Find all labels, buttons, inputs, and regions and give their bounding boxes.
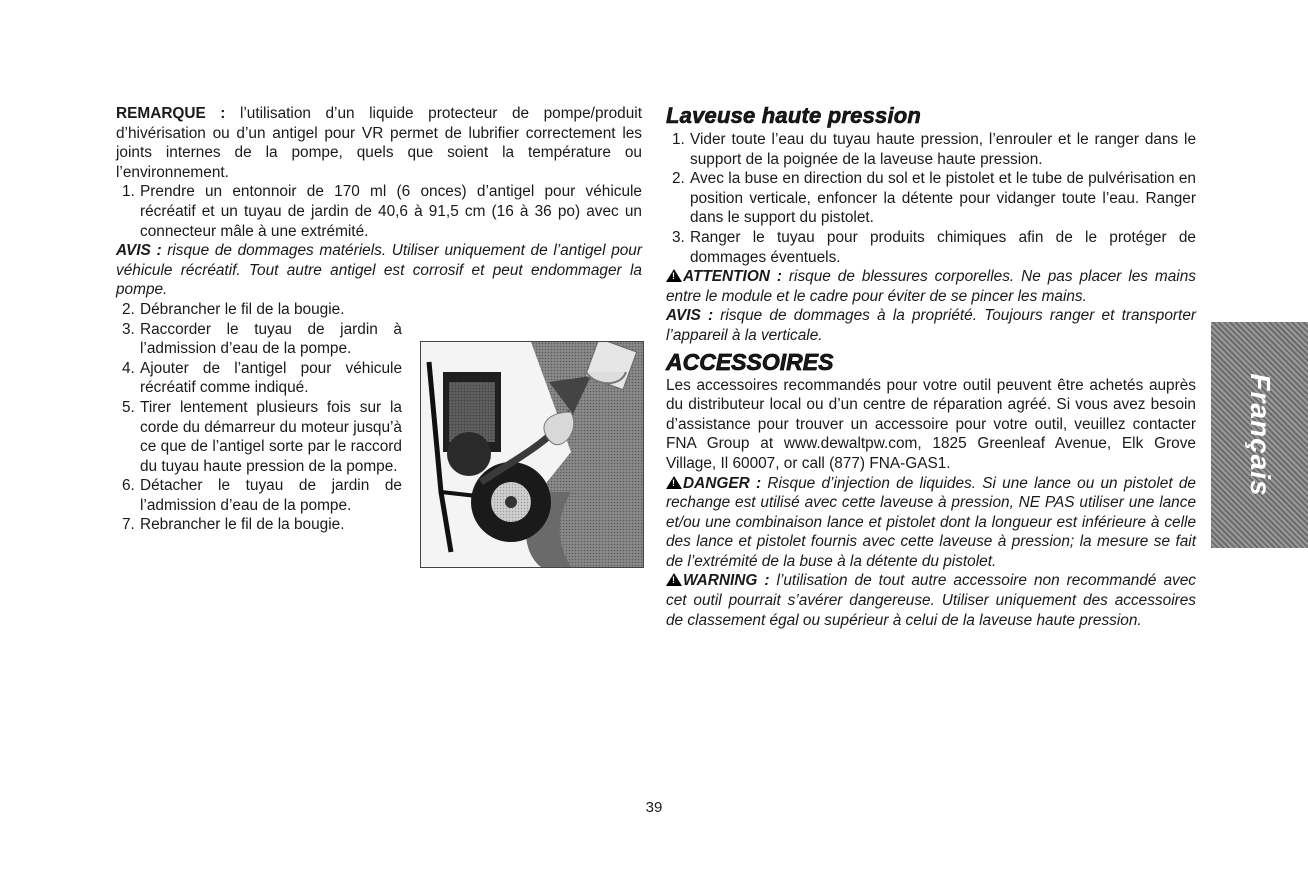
step-number: 2. [672, 170, 685, 188]
step-text: Rebrancher le fil de la bougie. [140, 516, 345, 534]
step-text: Ranger le tuyau pour produits chimiques afin de le protéger de dommages éventuels. [690, 228, 1196, 266]
step-number: 6. [122, 477, 135, 495]
avis-notice-right [666, 306, 1196, 345]
washer-step-list [666, 130, 1196, 267]
danger-label: DANGER : [683, 474, 762, 492]
warning-notice [666, 571, 1196, 630]
avis-notice [116, 241, 642, 300]
step-text: Tirer lentement plusieurs fois sur la corde du démarreur du moteur jusqu’à ce que de l’antigel sorte par le raccord du tuyau haute pression de la pompe. [140, 398, 402, 475]
step-number: 1. [672, 131, 685, 148]
step-number: 3. [672, 228, 685, 246]
language-tab-label: Français [1245, 373, 1276, 497]
list-item [116, 300, 402, 320]
remarque-text: l’utilisation d’un liquide protecteur de pompe/produit d’hivérisation ou d’un antigel pour VR permet de lubrifier correctement les joints internes de la pompe, quels que soient la température ou l’environnement. [116, 105, 642, 181]
step-text: Débrancher le fil de la bougie. [140, 300, 345, 318]
danger-notice [666, 474, 1196, 572]
avis-label: AVIS : [116, 242, 162, 260]
step-text: Vider toute l’eau du tuyau haute pression, l’enrouler et le ranger dans le support de la poignée de la laveuse haute pression. [690, 131, 1196, 168]
section-heading-accessories: ACCESSOIRES [666, 348, 834, 375]
step-list-first [116, 182, 642, 241]
step-number: 1. [122, 183, 135, 201]
step-number: 5. [122, 398, 135, 416]
section-heading-pressure-washer: Laveuse haute pression [666, 103, 922, 128]
list-item [666, 228, 1196, 267]
pump-illustration [421, 342, 643, 567]
step-text: Ajouter de l’antigel pour véhicule récréatif comme indiqué. [140, 359, 402, 397]
list-item [116, 359, 402, 398]
avis-text: risque de dommages matériels. Utiliser uniquement de l’antigel pour véhicule récréatif. Tout autre antigel est corrosif et peut endommager la pompe. [116, 242, 642, 299]
avis-text-right: risque de dommages à la propriété. Toujours ranger et transporter l’appareil à la verticale. [666, 307, 1196, 344]
list-item [116, 515, 402, 535]
remarque-paragraph [116, 104, 642, 182]
attention-label: ATTENTION : [683, 268, 782, 286]
list-item [116, 182, 642, 241]
step-number: 7. [122, 516, 135, 534]
step-text: Avec la buse en direction du sol et le pistolet et le tube de pulvérisation en position verticale, enfoncer la détente pour vidanger toute l’eau. Ranger dans le support du pistolet. [690, 170, 1196, 227]
list-item [116, 320, 402, 359]
step-number: 4. [122, 359, 135, 377]
step-number: 2. [122, 300, 135, 318]
warning-triangle-icon [666, 476, 682, 489]
warning-text: l’utilisation de tout autre accessoire non recommandé avec cet outil pourrait s’avérer dangereuse. Utiliser uniquement des accessoires de classement égal ou supérieur à celui de la laveuse haute pression. [666, 572, 1196, 629]
danger-text: Risque d’injection de liquides. Si une lance ou un pistolet de rechange est utilisé avec cette laveuse à pression, NE PAS utiliser une lance et/ou une combinaison lance et pistolet dont la longueur est inférieure à celle des lance et pistolet fournis avec cette laveuse à pression; la mesure se fait de l’extrémité de la buse à la détente du pistolet. [666, 474, 1196, 570]
accessories-paragraph: Les accessoires recommandés pour votre outil peuvent être achetés auprès du distributeur local ou d’un centre de réparation agréé. Si vous avez besoin d’assistance pour trouver un accessoire pour votre outil, veuillez contacter FNA Group at www.dewaltpw.com, 1825 Greenleaf Avenue, Elk Grove Village, Il 60007, or call (877) FNA-GAS1. [666, 376, 1196, 472]
step-text: Raccorder le tuyau de jardin à l’admission d’eau de la pompe. [140, 320, 402, 358]
warning-triangle-icon [666, 269, 682, 282]
pump-antifreeze-photo [420, 341, 644, 568]
step-number: 3. [122, 320, 135, 338]
warning-label: WARNING : [683, 572, 770, 590]
language-tab [1211, 322, 1308, 548]
warning-triangle-icon [666, 573, 682, 586]
attention-text: risque de blessures corporelles. Ne pas placer les mains entre le module et le cadre pour éviter de se pincer les mains. [666, 268, 1196, 305]
list-item [116, 398, 402, 476]
list-item [116, 476, 402, 515]
step-text: Détacher le tuyau de jardin de l’admission d’eau de la pompe. [140, 477, 402, 514]
attention-notice [666, 267, 1196, 306]
remarque-label: REMARQUE : [116, 105, 226, 122]
right-column [666, 104, 1196, 630]
avis-label-right: AVIS : [666, 307, 714, 325]
page-number: 39 [645, 799, 663, 816]
list-item [666, 169, 1196, 228]
list-item [666, 130, 1196, 169]
step-text: Prendre un entonnoir de 170 ml (6 onces) d’antigel pour véhicule récréatif et un tuyau de jardin de 40,6 à 91,5 cm (16 à 36 po) avec un connecteur mâle à une extrémité. [140, 183, 642, 240]
